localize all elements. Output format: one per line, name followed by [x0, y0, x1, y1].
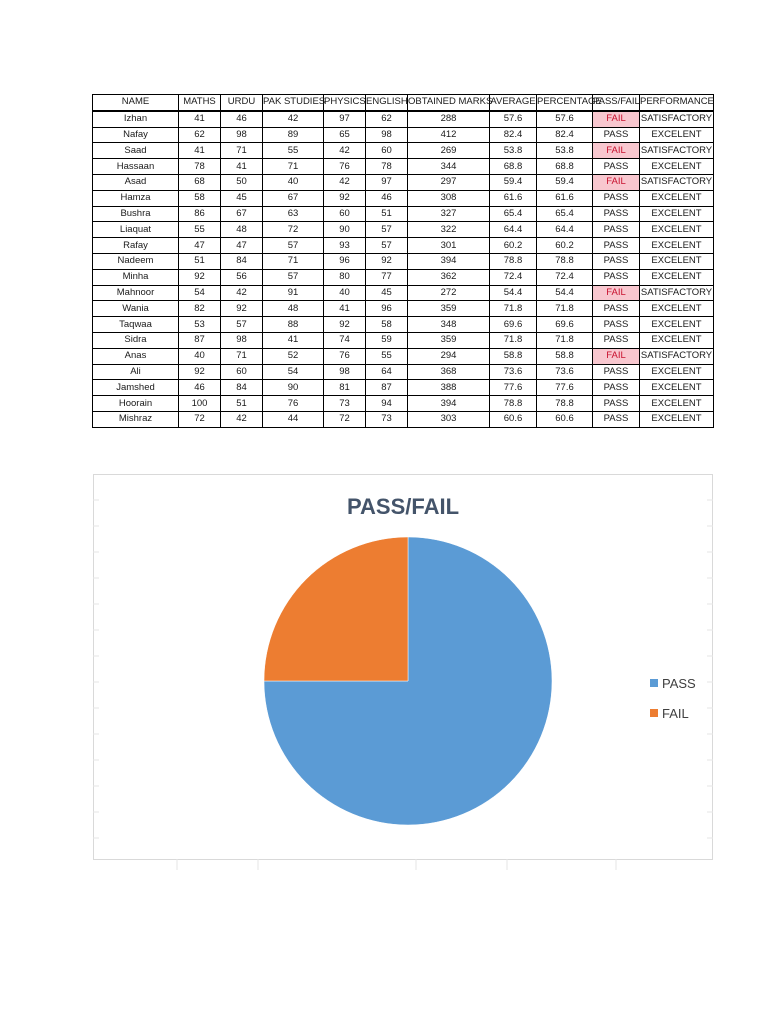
cell-average: 60.6 [490, 411, 537, 427]
cell-average: 68.8 [490, 159, 537, 175]
cell-obtained-marks: 272 [408, 285, 490, 301]
table-row [93, 396, 714, 412]
table-row [93, 348, 714, 364]
cell-english: 87 [366, 380, 408, 396]
cell-percentage: 71.8 [537, 332, 593, 348]
legend-item-pass [650, 668, 696, 698]
cell-urdu: 46 [221, 111, 263, 127]
cell-pass-fail: PASS [593, 317, 640, 333]
cell-urdu: 42 [221, 285, 263, 301]
cell-obtained-marks: 294 [408, 348, 490, 364]
cell-english: 51 [366, 206, 408, 222]
cell-maths: 58 [179, 190, 221, 206]
table-row [93, 380, 714, 396]
cell-average: 77.6 [490, 380, 537, 396]
cell-pak-studies: 71 [263, 159, 324, 175]
cell-physics: 40 [324, 285, 366, 301]
table-row [93, 238, 714, 254]
cell-pak-studies: 91 [263, 285, 324, 301]
cell-percentage: 77.6 [537, 380, 593, 396]
cell-urdu: 84 [221, 253, 263, 269]
cell-obtained-marks: 348 [408, 317, 490, 333]
cell-urdu: 71 [221, 143, 263, 159]
cell-pass-fail: PASS [593, 332, 640, 348]
cell-percentage: 68.8 [537, 159, 593, 175]
cell-urdu: 67 [221, 206, 263, 222]
cell-english: 57 [366, 222, 408, 238]
table-row [93, 174, 714, 190]
cell-obtained-marks: 344 [408, 159, 490, 175]
cell-urdu: 92 [221, 301, 263, 317]
grades-table [92, 94, 714, 428]
cell-performance: SATISFACTORY [640, 143, 714, 159]
cell-average: 61.6 [490, 190, 537, 206]
cell-pass-fail: PASS [593, 364, 640, 380]
table-row [93, 411, 714, 427]
cell-performance: EXCELENT [640, 269, 714, 285]
cell-average: 59.4 [490, 174, 537, 190]
cell-physics: 92 [324, 317, 366, 333]
cell-pak-studies: 48 [263, 301, 324, 317]
cell-name: Hoorain [93, 396, 179, 412]
cell-english: 64 [366, 364, 408, 380]
cell-name: Rafay [93, 238, 179, 254]
cell-urdu: 48 [221, 222, 263, 238]
cell-maths: 47 [179, 238, 221, 254]
cell-english: 92 [366, 253, 408, 269]
cell-maths: 92 [179, 364, 221, 380]
cell-maths: 40 [179, 348, 221, 364]
cell-average: 64.4 [490, 222, 537, 238]
table-row [93, 190, 714, 206]
cell-pass-fail: FAIL [593, 285, 640, 301]
cell-pass-fail: FAIL [593, 348, 640, 364]
cell-name: Nadeem [93, 253, 179, 269]
cell-average: 54.4 [490, 285, 537, 301]
cell-physics: 98 [324, 364, 366, 380]
cell-name: Izhan [93, 111, 179, 127]
cell-name: Hassaan [93, 159, 179, 175]
cell-physics: 90 [324, 222, 366, 238]
cell-physics: 97 [324, 111, 366, 127]
cell-pass-fail: PASS [593, 253, 640, 269]
cell-english: 58 [366, 317, 408, 333]
cell-urdu: 45 [221, 190, 263, 206]
cell-obtained-marks: 359 [408, 301, 490, 317]
cell-average: 69.6 [490, 317, 537, 333]
cell-pak-studies: 55 [263, 143, 324, 159]
cell-urdu: 98 [221, 332, 263, 348]
cell-pak-studies: 63 [263, 206, 324, 222]
cell-percentage: 60.6 [537, 411, 593, 427]
cell-urdu: 41 [221, 159, 263, 175]
table-header-row [93, 95, 714, 111]
cell-performance: EXCELENT [640, 222, 714, 238]
table-row [93, 332, 714, 348]
cell-pak-studies: 42 [263, 111, 324, 127]
cell-urdu: 47 [221, 238, 263, 254]
cell-percentage: 54.4 [537, 285, 593, 301]
cell-average: 72.4 [490, 269, 537, 285]
cell-physics: 60 [324, 206, 366, 222]
cell-urdu: 56 [221, 269, 263, 285]
cell-name: Nafay [93, 127, 179, 143]
legend-label: PASS [662, 675, 696, 691]
cell-performance: EXCELENT [640, 364, 714, 380]
cell-percentage: 71.8 [537, 301, 593, 317]
cell-pak-studies: 67 [263, 190, 324, 206]
cell-maths: 68 [179, 174, 221, 190]
chart-title: PASS/FAIL [346, 494, 460, 519]
cell-performance: EXCELENT [640, 206, 714, 222]
header-pak-studies: PAK STUDIES [263, 95, 324, 111]
cell-pak-studies: 89 [263, 127, 324, 143]
cell-english: 94 [366, 396, 408, 412]
cell-percentage: 78.8 [537, 396, 593, 412]
cell-performance: EXCELENT [640, 380, 714, 396]
cell-physics: 80 [324, 269, 366, 285]
pass-fail-chart [93, 474, 713, 860]
cell-english: 97 [366, 174, 408, 190]
cell-obtained-marks: 412 [408, 127, 490, 143]
cell-name: Taqwaa [93, 317, 179, 333]
cell-urdu: 60 [221, 364, 263, 380]
cell-english: 55 [366, 348, 408, 364]
cell-pass-fail: PASS [593, 301, 640, 317]
table-row [93, 206, 714, 222]
cell-obtained-marks: 297 [408, 174, 490, 190]
cell-maths: 86 [179, 206, 221, 222]
cell-english: 59 [366, 332, 408, 348]
cell-english: 98 [366, 127, 408, 143]
cell-pass-fail: PASS [593, 127, 640, 143]
cell-english: 57 [366, 238, 408, 254]
cell-pak-studies: 52 [263, 348, 324, 364]
cell-maths: 78 [179, 159, 221, 175]
cell-name: Liaquat [93, 222, 179, 238]
cell-maths: 53 [179, 317, 221, 333]
cell-performance: SATISFACTORY [640, 111, 714, 127]
cell-obtained-marks: 368 [408, 364, 490, 380]
cell-percentage: 57.6 [537, 111, 593, 127]
table-row [93, 269, 714, 285]
cell-performance: EXCELENT [640, 301, 714, 317]
cell-physics: 41 [324, 301, 366, 317]
cell-english: 77 [366, 269, 408, 285]
cell-performance: SATISFACTORY [640, 285, 714, 301]
cell-percentage: 59.4 [537, 174, 593, 190]
cell-percentage: 82.4 [537, 127, 593, 143]
cell-urdu: 98 [221, 127, 263, 143]
cell-name: Asad [93, 174, 179, 190]
cell-maths: 100 [179, 396, 221, 412]
cell-physics: 72 [324, 411, 366, 427]
cell-average: 53.8 [490, 143, 537, 159]
cell-pass-fail: PASS [593, 269, 640, 285]
cell-obtained-marks: 269 [408, 143, 490, 159]
cell-urdu: 51 [221, 396, 263, 412]
legend-item-fail [650, 698, 696, 728]
cell-percentage: 72.4 [537, 269, 593, 285]
cell-pass-fail: PASS [593, 380, 640, 396]
cell-pak-studies: 72 [263, 222, 324, 238]
cell-pass-fail: FAIL [593, 111, 640, 127]
table-row [93, 285, 714, 301]
cell-urdu: 84 [221, 380, 263, 396]
cell-average: 71.8 [490, 332, 537, 348]
cell-percentage: 65.4 [537, 206, 593, 222]
cell-performance: SATISFACTORY [640, 174, 714, 190]
cell-urdu: 50 [221, 174, 263, 190]
cell-obtained-marks: 394 [408, 253, 490, 269]
cell-pak-studies: 57 [263, 238, 324, 254]
cell-average: 73.6 [490, 364, 537, 380]
cell-performance: EXCELENT [640, 411, 714, 427]
cell-obtained-marks: 308 [408, 190, 490, 206]
cell-maths: 62 [179, 127, 221, 143]
cell-obtained-marks: 322 [408, 222, 490, 238]
cell-pass-fail: FAIL [593, 174, 640, 190]
cell-physics: 93 [324, 238, 366, 254]
cell-physics: 73 [324, 396, 366, 412]
cell-maths: 51 [179, 253, 221, 269]
cell-physics: 76 [324, 348, 366, 364]
cell-performance: SATISFACTORY [640, 348, 714, 364]
header-name: NAME [93, 95, 179, 111]
cell-physics: 76 [324, 159, 366, 175]
cell-average: 78.8 [490, 253, 537, 269]
header-pass-fail: PASS/FAIL [593, 95, 640, 111]
cell-pak-studies: 88 [263, 317, 324, 333]
header-physics: PHYSICS [324, 95, 366, 111]
header-maths: MATHS [179, 95, 221, 111]
cell-urdu: 71 [221, 348, 263, 364]
cell-performance: EXCELENT [640, 127, 714, 143]
cell-name: Mishraz [93, 411, 179, 427]
cell-obtained-marks: 303 [408, 411, 490, 427]
cell-english: 62 [366, 111, 408, 127]
cell-name: Ali [93, 364, 179, 380]
cell-physics: 81 [324, 380, 366, 396]
table-row [93, 111, 714, 127]
cell-average: 78.8 [490, 396, 537, 412]
header-percentage: PERCENTAGE [537, 95, 593, 111]
cell-name: Anas [93, 348, 179, 364]
cell-name: Jamshed [93, 380, 179, 396]
cell-average: 57.6 [490, 111, 537, 127]
cell-percentage: 60.2 [537, 238, 593, 254]
cell-name: Minha [93, 269, 179, 285]
cell-pass-fail: PASS [593, 238, 640, 254]
table-row [93, 127, 714, 143]
cell-pass-fail: PASS [593, 206, 640, 222]
cell-obtained-marks: 362 [408, 269, 490, 285]
legend-label: FAIL [662, 705, 689, 721]
cell-maths: 41 [179, 111, 221, 127]
cell-percentage: 58.8 [537, 348, 593, 364]
cell-physics: 92 [324, 190, 366, 206]
table-row [93, 222, 714, 238]
cell-name: Sidra [93, 332, 179, 348]
cell-average: 82.4 [490, 127, 537, 143]
cell-pak-studies: 57 [263, 269, 324, 285]
cell-maths: 46 [179, 380, 221, 396]
cell-maths: 55 [179, 222, 221, 238]
pie-chart-canvas [93, 474, 713, 860]
table-row [93, 301, 714, 317]
cell-obtained-marks: 288 [408, 111, 490, 127]
cell-obtained-marks: 394 [408, 396, 490, 412]
cell-performance: EXCELENT [640, 159, 714, 175]
cell-performance: EXCELENT [640, 396, 714, 412]
cell-name: Saad [93, 143, 179, 159]
cell-name: Hamza [93, 190, 179, 206]
cell-physics: 74 [324, 332, 366, 348]
cell-maths: 87 [179, 332, 221, 348]
cell-physics: 65 [324, 127, 366, 143]
cell-physics: 42 [324, 143, 366, 159]
cell-obtained-marks: 388 [408, 380, 490, 396]
table-row [93, 364, 714, 380]
chart-legend [650, 668, 696, 728]
header-average: AVERAGE [490, 95, 537, 111]
header-english: ENGLISH [366, 95, 408, 111]
cell-pak-studies: 44 [263, 411, 324, 427]
cell-percentage: 53.8 [537, 143, 593, 159]
grades-table-container [92, 94, 713, 428]
cell-average: 65.4 [490, 206, 537, 222]
header-performance: PERFORMANCE [640, 95, 714, 111]
cell-urdu: 42 [221, 411, 263, 427]
cell-maths: 72 [179, 411, 221, 427]
cell-performance: EXCELENT [640, 253, 714, 269]
cell-english: 46 [366, 190, 408, 206]
legend-swatch [650, 679, 658, 687]
cell-english: 96 [366, 301, 408, 317]
cell-percentage: 69.6 [537, 317, 593, 333]
cell-percentage: 64.4 [537, 222, 593, 238]
cell-obtained-marks: 327 [408, 206, 490, 222]
table-row [93, 317, 714, 333]
cell-pass-fail: PASS [593, 159, 640, 175]
cell-pass-fail: PASS [593, 190, 640, 206]
cell-obtained-marks: 301 [408, 238, 490, 254]
legend-swatch [650, 709, 658, 717]
cell-performance: EXCELENT [640, 317, 714, 333]
cell-english: 45 [366, 285, 408, 301]
cell-physics: 42 [324, 174, 366, 190]
cell-maths: 54 [179, 285, 221, 301]
header-obtained-marks: OBTAINED MARKS [408, 95, 490, 111]
cell-maths: 82 [179, 301, 221, 317]
cell-percentage: 78.8 [537, 253, 593, 269]
cell-pass-fail: PASS [593, 411, 640, 427]
table-row [93, 159, 714, 175]
cell-pak-studies: 76 [263, 396, 324, 412]
cell-performance: EXCELENT [640, 190, 714, 206]
cell-maths: 92 [179, 269, 221, 285]
cell-pass-fail: PASS [593, 222, 640, 238]
header-urdu: URDU [221, 95, 263, 111]
cell-pak-studies: 90 [263, 380, 324, 396]
cell-pak-studies: 41 [263, 332, 324, 348]
cell-name: Wania [93, 301, 179, 317]
cell-english: 73 [366, 411, 408, 427]
table-row [93, 143, 714, 159]
cell-obtained-marks: 359 [408, 332, 490, 348]
cell-average: 71.8 [490, 301, 537, 317]
cell-percentage: 73.6 [537, 364, 593, 380]
cell-average: 58.8 [490, 348, 537, 364]
cell-name: Mahnoor [93, 285, 179, 301]
cell-pak-studies: 40 [263, 174, 324, 190]
table-row [93, 253, 714, 269]
cell-maths: 41 [179, 143, 221, 159]
cell-performance: EXCELENT [640, 332, 714, 348]
cell-percentage: 61.6 [537, 190, 593, 206]
cell-urdu: 57 [221, 317, 263, 333]
cell-performance: EXCELENT [640, 238, 714, 254]
cell-english: 78 [366, 159, 408, 175]
cell-pak-studies: 54 [263, 364, 324, 380]
cell-pass-fail: FAIL [593, 143, 640, 159]
cell-average: 60.2 [490, 238, 537, 254]
cell-pass-fail: PASS [593, 396, 640, 412]
cell-pak-studies: 71 [263, 253, 324, 269]
cell-name: Bushra [93, 206, 179, 222]
cell-physics: 96 [324, 253, 366, 269]
cell-english: 60 [366, 143, 408, 159]
